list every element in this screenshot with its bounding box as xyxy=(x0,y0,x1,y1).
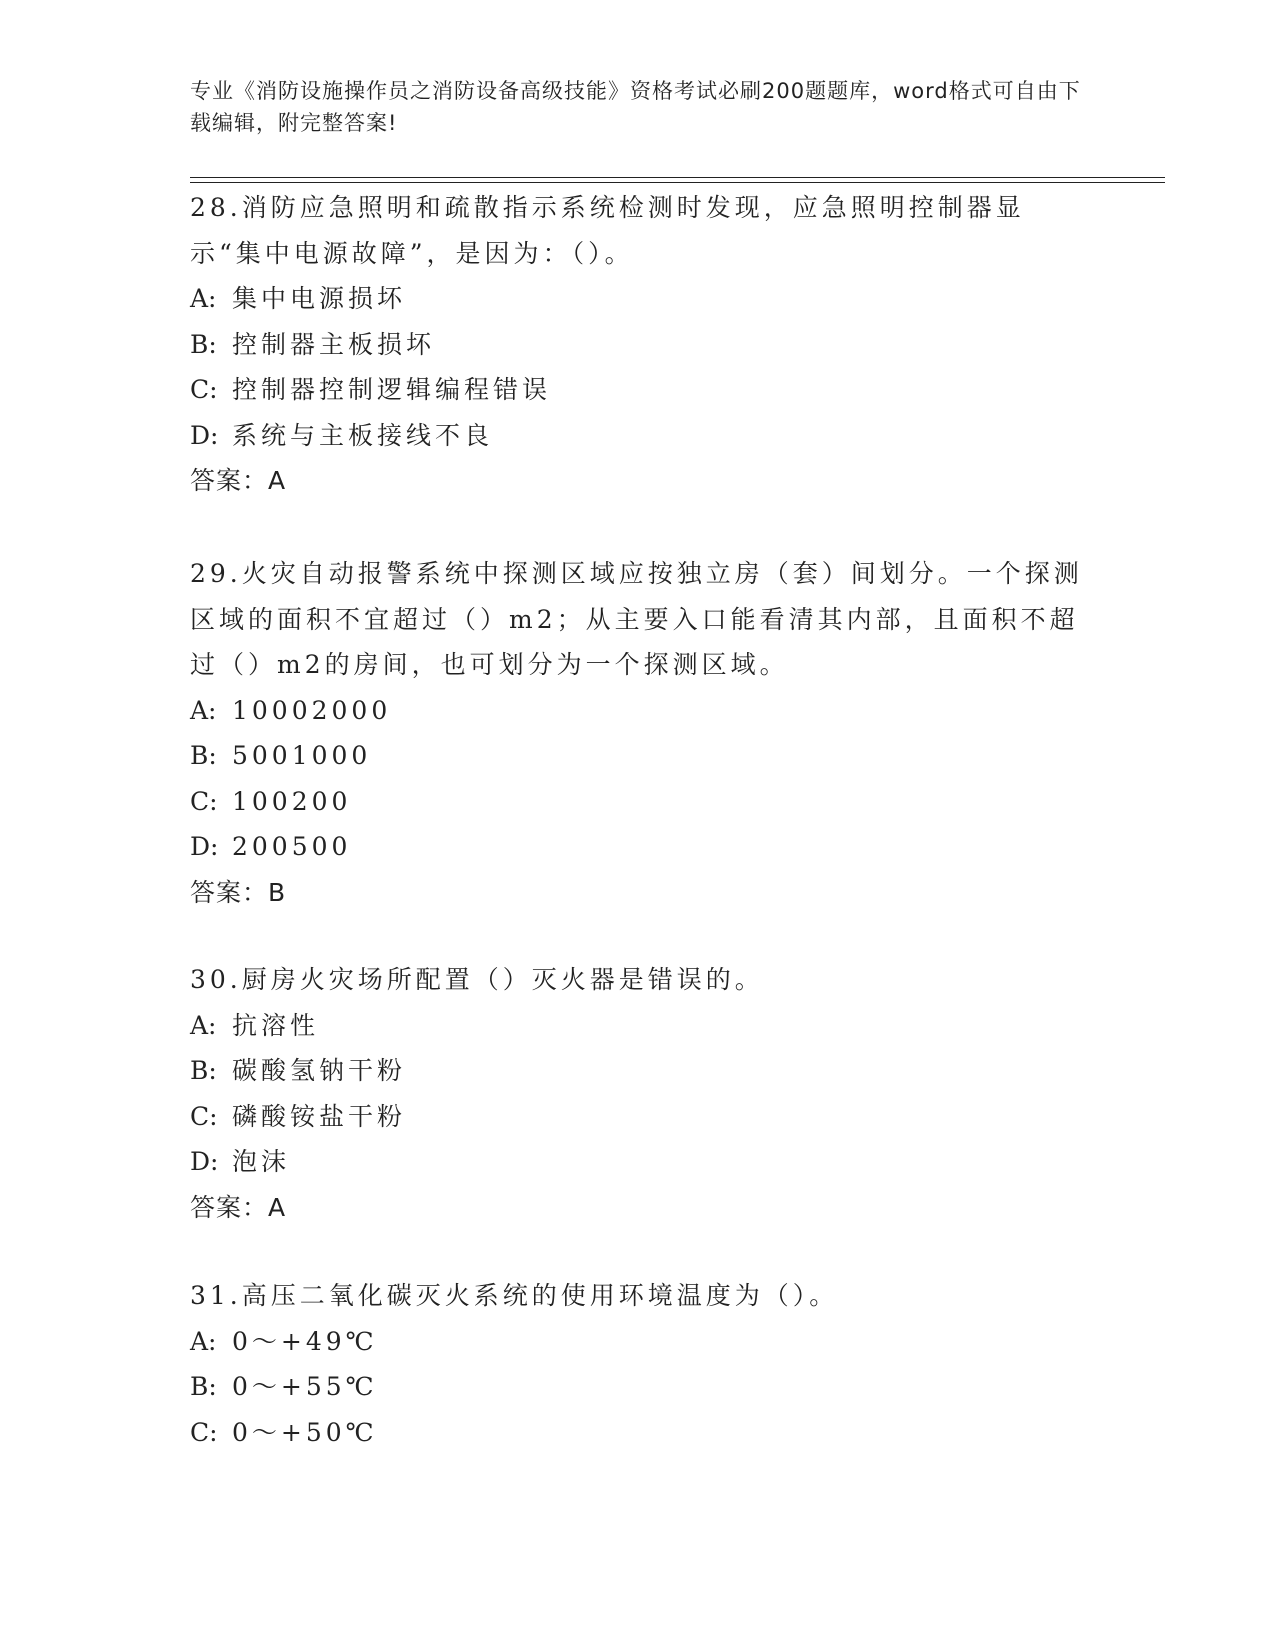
question-31 xyxy=(190,1273,1090,1455)
option-text: 抗溶性 xyxy=(232,1010,320,1040)
option-letter: A: xyxy=(190,1326,217,1356)
answer-line: 答案：A xyxy=(190,466,287,495)
option-letter: B: xyxy=(190,329,217,359)
option-b xyxy=(190,322,1090,368)
question-stem: 31.高压二氧化碳灭火系统的使用环境温度为（）。 xyxy=(190,1281,839,1310)
option-text: 磷酸铵盐干粉 xyxy=(232,1101,407,1131)
option-text: 控制器主板损坏 xyxy=(232,329,436,359)
header-divider-bottom xyxy=(190,182,1165,183)
option-text: 泡沫 xyxy=(232,1147,291,1176)
option-c xyxy=(190,367,1090,413)
option-text: 碳酸氢钠干粉 xyxy=(232,1056,407,1085)
option-letter: C: xyxy=(190,1417,218,1447)
option-letter: C: xyxy=(190,786,218,816)
document-header xyxy=(190,75,1090,139)
option-c xyxy=(190,1410,1090,1456)
option-letter: C: xyxy=(190,1101,218,1131)
option-letter: A: xyxy=(190,284,217,313)
question-stem: 29.火灾自动报警系统中探测区域应按独立房（套）间划分。一个探测区域的面积不宜超过（）m2；从主要入口能看清其内部，且面积不超过（）m2的房间，也可划分为一个探测区域。 xyxy=(190,559,1083,679)
option-b xyxy=(190,733,1090,779)
header-intro-text: 专业《消防设施操作员之消防设备高级技能》资格考试必刷200题题库，word格式可自由下载编辑，附完整答案! xyxy=(190,79,1081,135)
header-divider-top xyxy=(190,177,1165,178)
question-stem: 30.厨房火灾场所配置（）灭火器是错误的。 xyxy=(190,965,764,994)
option-letter: D: xyxy=(190,420,219,450)
question-28 xyxy=(190,185,1090,504)
option-b xyxy=(190,1364,1090,1410)
option-text: 5001000 xyxy=(232,741,372,770)
option-text: 0～+55℃ xyxy=(232,1372,378,1401)
option-text: 0～+49℃ xyxy=(232,1326,378,1356)
option-letter: D: xyxy=(190,1147,219,1176)
option-a xyxy=(190,1003,1090,1049)
option-letter: B: xyxy=(190,1372,217,1401)
option-d xyxy=(190,413,1090,459)
question-stem: 28.消防应急照明和疏散指示系统检测时发现，应急照明控制器显示“集中电源故障”，是因为：（）。 xyxy=(190,193,1025,268)
option-d xyxy=(190,824,1090,870)
option-c xyxy=(190,779,1090,825)
option-letter: D: xyxy=(190,832,219,861)
option-text: 集中电源损坏 xyxy=(232,284,407,313)
answer-line: 答案：B xyxy=(190,877,287,907)
option-b xyxy=(190,1048,1090,1094)
option-text: 100200 xyxy=(232,786,352,816)
option-a xyxy=(190,1319,1090,1365)
option-letter: C: xyxy=(190,375,218,404)
option-letter: B: xyxy=(190,741,217,770)
option-letter: A: xyxy=(190,1010,217,1040)
option-a xyxy=(190,688,1090,734)
option-letter: B: xyxy=(190,1056,217,1085)
option-text: 控制器控制逻辑编程错误 xyxy=(232,375,552,404)
question-30 xyxy=(190,957,1090,1230)
option-text: 200500 xyxy=(232,832,352,861)
option-a xyxy=(190,276,1090,322)
option-text: 0～+50℃ xyxy=(232,1417,378,1447)
answer-line: 答案：A xyxy=(190,1192,287,1222)
option-c xyxy=(190,1094,1090,1140)
option-text: 系统与主板接线不良 xyxy=(232,420,494,450)
option-letter: A: xyxy=(190,695,217,725)
option-d xyxy=(190,1139,1090,1185)
option-text: 10002000 xyxy=(232,695,392,725)
question-29 xyxy=(190,551,1090,915)
